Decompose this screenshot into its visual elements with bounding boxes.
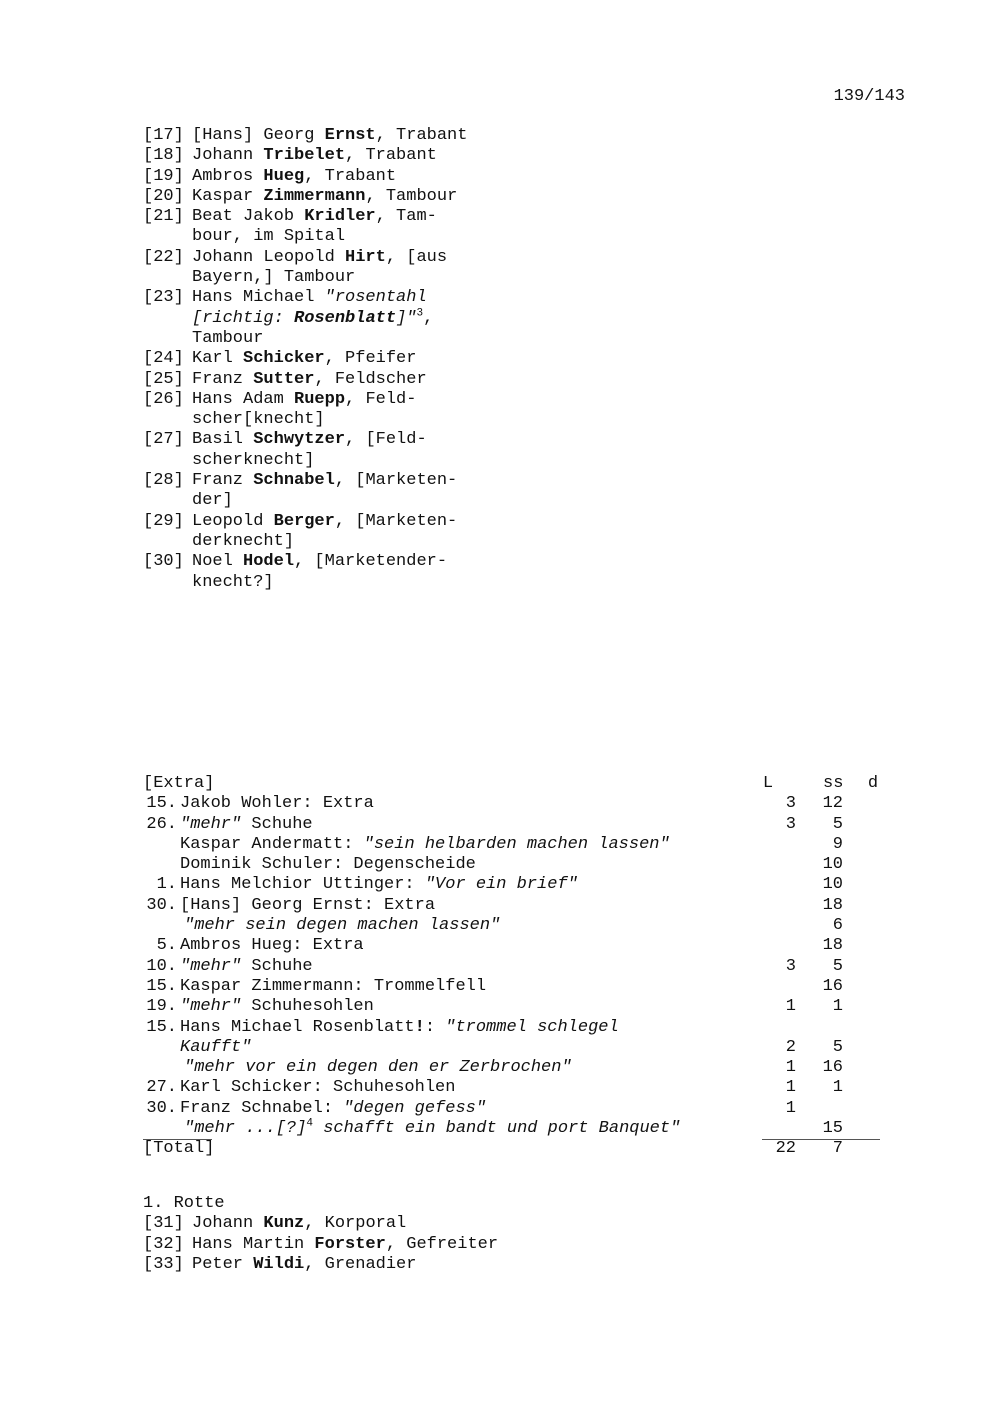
- total-row: [143, 1139, 883, 1159]
- row-L-value: 1: [785, 1078, 796, 1098]
- entry-text: [192, 167, 603, 187]
- text-fragment: [Hans] Georg Ernst: Extra: [180, 895, 436, 915]
- table-row: [143, 815, 883, 835]
- entry-line: [192, 471, 603, 491]
- entry-line: [192, 512, 603, 532]
- text-fragment: Dominik Schuler: Degenscheide: [180, 855, 476, 875]
- surname: Ernst: [324, 126, 376, 145]
- entry-text: [192, 471, 603, 512]
- row-day: 26.: [146, 814, 177, 834]
- text-fragment: Franz Schnabel:: [180, 1098, 344, 1118]
- entry-number: [18]: [143, 146, 184, 166]
- text-fragment: Kaspar: [192, 186, 264, 206]
- entry-number: [20]: [143, 186, 184, 206]
- quoted-source-text: "rosentahl: [324, 288, 427, 308]
- row-ss-value: 18: [822, 936, 843, 956]
- page-number: 139/143: [833, 87, 905, 106]
- entry-number: [30]: [143, 552, 184, 572]
- surname: Hodel: [243, 552, 295, 572]
- entry-line: [192, 309, 603, 329]
- roster-entry: [143, 390, 603, 431]
- entry-text: [192, 1235, 643, 1255]
- entry-line: [192, 573, 603, 593]
- quoted-source-text: "degen gefess": [343, 1098, 487, 1118]
- text-fragment: Schuhesohlen: [241, 997, 374, 1017]
- entry-line: [192, 207, 603, 227]
- table-row: [143, 1058, 883, 1078]
- row-ss-value: 5: [832, 956, 843, 976]
- row-L-value: 1: [785, 997, 796, 1017]
- text-fragment: Hans Michael Rosenblatt: [180, 1017, 415, 1037]
- rotte-roster-list: [143, 1214, 643, 1275]
- row-day: 19.: [146, 997, 177, 1017]
- roster-entry: [143, 126, 603, 146]
- bold-italic-text: Rosenblatt: [294, 308, 397, 328]
- roster-entry: [143, 187, 603, 207]
- text-fragment: , Trabant: [345, 146, 437, 166]
- table-row: [143, 936, 883, 956]
- surname: Kridler: [304, 207, 376, 227]
- roster-entry: [143, 248, 603, 289]
- text-fragment: der]: [192, 491, 233, 511]
- text-fragment: derknecht]: [192, 531, 295, 551]
- entry-text: [192, 370, 603, 390]
- header-d: d: [867, 774, 879, 793]
- text-fragment: Johann: [192, 1214, 264, 1234]
- quoted-source-text: "mehr ...[?]: [184, 1119, 307, 1139]
- row-ss-value: 6: [832, 916, 843, 936]
- quoted-source-text: "mehr": [180, 997, 242, 1017]
- text-fragment: :: [424, 1017, 446, 1037]
- row-description: [180, 855, 476, 875]
- entry-line: [192, 268, 603, 288]
- text-fragment: Basil: [192, 430, 254, 450]
- text-fragment: , Feld-: [345, 389, 417, 409]
- entry-line: [192, 349, 603, 369]
- text-fragment: , Gefreiter: [385, 1234, 499, 1254]
- row-L-value: 1: [785, 1058, 796, 1078]
- text-fragment: Schuhe: [241, 814, 313, 834]
- row-description: [180, 977, 486, 997]
- entry-text: [192, 552, 603, 593]
- quoted-source-text: [richtig:: [192, 308, 295, 328]
- quoted-source-text: "sein helbarden machen lassen": [363, 834, 670, 854]
- entry-line: [192, 167, 603, 187]
- surname: Schicker: [243, 349, 325, 369]
- table-row: [143, 957, 883, 977]
- row-day: 30.: [146, 1098, 177, 1118]
- entry-text: [192, 187, 603, 207]
- entry-text: [192, 146, 603, 166]
- footnote-ref: 4: [306, 1117, 314, 1130]
- text-fragment: Jakob Wohler: Extra: [180, 794, 374, 814]
- total-ss: 7: [832, 1139, 843, 1159]
- entry-text: [192, 248, 603, 289]
- text-fragment: Tambour: [192, 328, 264, 348]
- roster-entry: [143, 207, 603, 248]
- roster-entry: [143, 349, 603, 369]
- row-L-value: 3: [785, 794, 796, 814]
- total-label: [Total]: [143, 1139, 215, 1159]
- entry-text: [192, 207, 603, 248]
- row-L-value: 2: [785, 1037, 796, 1057]
- entry-line: [192, 126, 603, 146]
- row-ss-value: 5: [832, 814, 843, 834]
- entry-text: [192, 430, 603, 471]
- text-fragment: , [aus: [385, 247, 448, 267]
- text-fragment: Hans Martin: [192, 1234, 315, 1254]
- roster-entry: [143, 512, 603, 553]
- row-description: [180, 835, 670, 855]
- row-day: 15.: [146, 976, 177, 996]
- entry-line: [192, 1255, 643, 1275]
- entry-line: [192, 227, 603, 247]
- text-fragment: , Trabant: [375, 126, 468, 145]
- row-day: 30.: [146, 895, 177, 915]
- entry-line: [192, 370, 603, 390]
- roster-entry: [143, 1214, 643, 1234]
- quoted-source-text: "mehr": [180, 956, 242, 976]
- surname: Schwytzer: [253, 430, 346, 450]
- entry-number: [24]: [143, 349, 184, 369]
- text-fragment: , Tam-: [375, 207, 437, 227]
- surname: Hirt: [345, 247, 386, 267]
- text-fragment: Johann Leopold: [192, 247, 346, 267]
- row-description: [180, 957, 313, 977]
- row-description: [180, 1078, 455, 1098]
- rotte-section: [143, 1194, 643, 1275]
- surname: Kunz: [263, 1214, 305, 1234]
- entry-line: [192, 288, 603, 308]
- entry-line: [192, 1214, 643, 1234]
- entry-number: [26]: [143, 389, 184, 409]
- text-fragment: , Korporal: [304, 1214, 407, 1234]
- entry-text: [192, 512, 603, 553]
- text-fragment: Peter: [192, 1254, 254, 1274]
- quoted-source-text: "Vor ein brief": [424, 875, 578, 895]
- entry-text: [192, 288, 603, 349]
- entry-text: [192, 126, 603, 146]
- text-fragment: bour, im Spital: [192, 227, 346, 247]
- entry-line: [192, 552, 603, 572]
- row-ss-value: 16: [822, 1058, 843, 1078]
- quoted-source-text: schafft ein bandt und port Banquet": [313, 1119, 681, 1139]
- text-fragment: Franz: [192, 471, 254, 491]
- entry-number: [17]: [143, 126, 184, 145]
- table-row: [143, 875, 883, 895]
- entry-number: [28]: [143, 471, 184, 491]
- table-header-row: [143, 774, 883, 794]
- text-fragment: Hans Adam: [192, 389, 295, 409]
- row-ss-value: 16: [822, 976, 843, 996]
- table-row: [143, 1099, 883, 1119]
- text-fragment: Bayern,] Tambour: [192, 268, 356, 288]
- table-row: [143, 794, 883, 814]
- row-day: 15.: [146, 1017, 177, 1037]
- row-day: 15.: [146, 794, 177, 814]
- row-ss-value: 1: [832, 997, 843, 1017]
- entry-number: [32]: [143, 1234, 184, 1254]
- surname: Wildi: [253, 1254, 305, 1274]
- text-fragment: , Grenadier: [304, 1254, 417, 1274]
- row-ss-value: 1: [832, 1078, 843, 1098]
- rotte-title: 1. Rotte: [143, 1194, 225, 1213]
- header-ss: ss: [823, 774, 844, 793]
- row-description: [180, 1038, 251, 1058]
- row-description: [180, 1018, 619, 1038]
- surname: Zimmermann: [263, 186, 366, 206]
- text-fragment: knecht?]: [192, 572, 274, 592]
- table-row: [143, 1038, 883, 1058]
- text-fragment: Leopold: [192, 511, 274, 531]
- row-ss-value: 10: [822, 855, 843, 875]
- entry-number: [33]: [143, 1254, 184, 1274]
- text-fragment: Schuhe: [241, 956, 313, 976]
- entry-number: [27]: [143, 430, 184, 450]
- entry-line: [192, 146, 603, 166]
- entry-number: [19]: [143, 166, 184, 186]
- row-description: [180, 815, 313, 835]
- quoted-source-text: ]": [396, 308, 417, 328]
- row-description: [184, 1119, 680, 1139]
- row-L-value: 1: [785, 1098, 796, 1118]
- roster-entry: [143, 370, 603, 390]
- row-ss-value: 9: [832, 834, 843, 854]
- text-fragment: Johann: [192, 146, 264, 166]
- text-fragment: Franz: [192, 369, 254, 389]
- row-description: [180, 896, 435, 916]
- entry-number: [29]: [143, 511, 184, 531]
- entry-text: [192, 1214, 643, 1234]
- row-description: [184, 916, 500, 936]
- row-day: 5.: [156, 936, 177, 956]
- roster-entry: [143, 471, 603, 512]
- text-fragment: , Feldscher: [314, 369, 427, 389]
- quoted-source-text: Kaufft": [180, 1037, 252, 1057]
- table-row: [143, 1078, 883, 1098]
- row-ss-value: 18: [822, 895, 843, 915]
- surname: Hueg: [263, 166, 305, 186]
- table-row: [143, 896, 883, 916]
- entry-line: [192, 329, 603, 349]
- quoted-source-text: "mehr sein degen machen lassen": [184, 916, 501, 936]
- text-fragment: Kaspar Zimmermann: Trommelfell: [180, 976, 487, 996]
- roster-list-top: [143, 126, 603, 593]
- roster-entry: [143, 1235, 643, 1255]
- text-fragment: Noel: [192, 552, 244, 572]
- text-fragment: , [Feld-: [345, 430, 427, 450]
- entry-text: [192, 349, 603, 369]
- entry-number: [31]: [143, 1214, 184, 1234]
- row-L-value: 3: [785, 814, 796, 834]
- row-ss-value: 12: [822, 794, 843, 814]
- table-row: [143, 1018, 883, 1038]
- quoted-source-text: "trommel schlegel: [445, 1017, 619, 1037]
- surname: Sutter: [253, 369, 315, 389]
- text-fragment: ,: [423, 308, 434, 328]
- text-fragment: Karl Schicker: Schuhesohlen: [180, 1078, 456, 1098]
- surname: Forster: [314, 1234, 386, 1254]
- text-fragment: Karl: [192, 349, 244, 369]
- text-fragment: , [Marketen-: [334, 511, 458, 531]
- entry-line: [192, 1235, 643, 1255]
- entry-number: [21]: [143, 207, 184, 227]
- text-fragment: Hans Melchior Uttinger:: [180, 875, 425, 895]
- entry-number: [22]: [143, 247, 184, 267]
- table-row: [143, 835, 883, 855]
- entry-line: [192, 187, 603, 207]
- surname: Ruepp: [294, 389, 346, 409]
- footnote-ref: 3: [416, 307, 424, 320]
- surname: Tribelet: [263, 146, 346, 166]
- surname: Schnabel: [253, 471, 335, 491]
- row-description: [180, 875, 578, 895]
- entry-number: [23]: [143, 288, 184, 308]
- roster-entry: [143, 430, 603, 471]
- row-L-value: 3: [785, 956, 796, 976]
- entry-line: [192, 248, 603, 268]
- roster-entry: [143, 167, 603, 187]
- text-fragment: Ambros Hueg: Extra: [180, 936, 364, 956]
- text-fragment: , Trabant: [304, 166, 397, 186]
- roster-entry: [143, 552, 603, 593]
- text-fragment: Hans Michael: [192, 288, 325, 308]
- row-ss-value: 10: [822, 875, 843, 895]
- row-ss-value: 5: [832, 1037, 843, 1057]
- table-row: [143, 997, 883, 1017]
- roster-entry: [143, 1255, 643, 1275]
- text-fragment: scherknecht]: [192, 450, 315, 470]
- entry-text: [192, 390, 603, 431]
- row-day: 1.: [156, 875, 177, 895]
- roster-entry: [143, 288, 603, 349]
- row-description: [180, 936, 364, 956]
- table-row: [143, 916, 883, 936]
- quoted-source-text: "mehr vor ein degen den er Zerbrochen": [184, 1058, 572, 1078]
- row-description: [180, 1099, 486, 1119]
- text-fragment: , [Marketender-: [294, 552, 448, 572]
- row-ss-value: 15: [822, 1119, 843, 1139]
- header-label: [Extra]: [143, 774, 215, 793]
- row-description: [184, 1058, 572, 1078]
- text-fragment: , Pfeifer: [324, 349, 417, 369]
- surname: !: [414, 1017, 425, 1037]
- text-fragment: Ambros: [192, 166, 264, 186]
- row-day: 27.: [146, 1078, 177, 1098]
- header-L: L: [762, 774, 774, 793]
- entry-line: [192, 451, 603, 471]
- quoted-source-text: "mehr": [180, 814, 242, 834]
- entry-line: [192, 410, 603, 430]
- entry-text: [192, 1255, 643, 1275]
- table-row: [143, 1119, 883, 1139]
- text-fragment: Beat Jakob: [192, 207, 305, 227]
- row-description: [180, 794, 374, 814]
- row-day: 10.: [146, 956, 177, 976]
- entry-number: [25]: [143, 369, 184, 389]
- row-description: [180, 997, 374, 1017]
- roster-entry: [143, 146, 603, 166]
- entry-line: [192, 430, 603, 450]
- entry-line: [192, 390, 603, 410]
- surname: Berger: [273, 511, 335, 531]
- table-row: [143, 855, 883, 875]
- text-fragment: , [Marketen-: [334, 471, 458, 491]
- total-L: 22: [775, 1139, 796, 1159]
- entry-line: [192, 491, 603, 511]
- text-fragment: scher[knecht]: [192, 410, 325, 430]
- extra-expense-table: [143, 774, 883, 1160]
- text-fragment: , Tambour: [365, 186, 458, 206]
- text-fragment: [Hans] Georg: [192, 126, 325, 145]
- text-fragment: Kaspar Andermatt:: [180, 834, 364, 854]
- entry-line: [192, 532, 603, 552]
- table-row: [143, 977, 883, 997]
